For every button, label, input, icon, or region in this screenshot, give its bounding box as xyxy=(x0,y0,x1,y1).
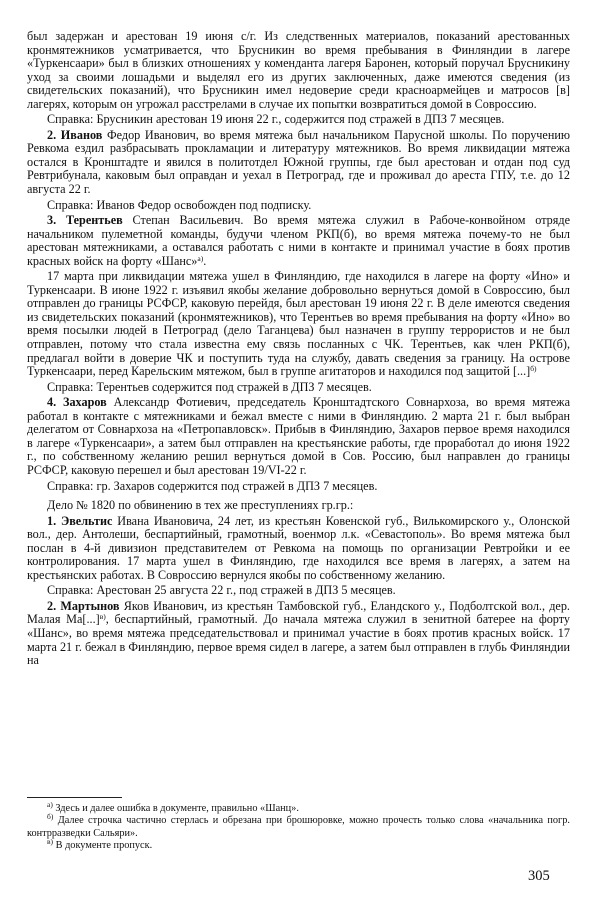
paragraph-11: 1. Эвельтис Ивана Ивановича, 24 лет, из крестьян Ковенской губ., Вилькомирского у., Олонской вол., дер. Антолеши, беспартийный, грамотный, военмор л.к. «Севастополь». Во время мятежа был послан в 4-й дивизион представителем от Ревкома на помощь по организации Ревтройки и ее контролирования. 17 марта ушел в Финляндию, где находился все время в лагерях, а затем на крестьянских работах. В Совросcию вернулся якобы по собственному желанию. xyxy=(27,513,570,582)
paragraph-5: 3. Терентьев Степан Васильевич. Во время мятежа служил в Рабоче-конвойном отряде начальником пулеметной команды, будучи членом РКП(б), во время мятежа почему-то не был арестован мятежниками, а оставался работать с ними в контакте и принимал участие в боях против красных войск на форту «Шанс»$^{а)}$. xyxy=(27,213,570,268)
footnotes xyxy=(27,800,570,852)
footnote-a: $^{а)}$ Здесь и далее ошибка в документе, правильно «Шанц». xyxy=(47,800,299,814)
paragraph-10: Дело № 1820 по обвинению в тех же преступлениях гр.гр.: xyxy=(47,498,354,513)
page-number: 305 xyxy=(528,868,550,884)
paragraph-6: 17 марта при ликвидации мятежа ушел в Финляндию, где находился в лагере на форту «Ино» и Туркенсаари. В июне 1922 г. изъявил якобы желание добровольно вернуться домой в Совросcию, был отправлен до границы РСФСР, каковую перейдя, был арестован 19 июня 22 г. В деле имеются сведения из свидетельских показаний (кронмятежников), что Терентьев во время пребывания на форту «Ино» во время посылки людей в Петроград (дело Таганцева) был назначен в группу террористов и не был отправлен, потому что стала известна ему связь посланных с ЧК. Терентьев, как член РКП(б), предлагал войти в доверие ЧК и поступить туда на службу, давать сведения за границу. На острове Туркенсаари, перед Карельским мятежом, был в группе агитаторов и находился под защитой [...]$^{б)}$ xyxy=(27,269,570,379)
footnote-ref: в) xyxy=(99,612,106,622)
paragraph-12: Справка: Арестован 25 августа 22 г., под стражей в ДПЗ 5 месяцев. xyxy=(47,583,396,598)
footnote-ref: а) xyxy=(197,253,204,263)
paragraph-9: Справка: гр. Захаров содержится под стражей в ДПЗ 7 месяцев. xyxy=(47,478,378,493)
paragraph-1: был задержан и арестован 19 июня с/г. Из следственных материалов, показаний арестованных кронмятежников усматривается, что Брусникин во время пребывания в Финляндии в лагере «Туркенсаари» был в близких отношениях у коменданта лагеря Баронен, который поручал Брусникину уход за своими лошадьми и выделял его из других заключенных, даже имеются сведения (из свидетельских показаний), что Брусникин имел недоверие среди красноармейцев и матросов [в] лагерях, которым он угрожал расстрелами в случае их попытки возвратиться домой в Совросcию. xyxy=(27,29,570,111)
paragraph-2: Справка: Брусникин арестован 19 июня 22 г., содержится под стражей в ДПЗ 7 месяцев. xyxy=(47,112,505,127)
paragraph-3: 2. Иванов Федор Иванович, во время мятежа был начальником Парусной школы. По поручению Ревкома ездил разбрасывать прокламации и литературу мятежников. Во время ликвидации мятежа остался в Кронштадте и явился в политотдел Южной группы, где был арестован и отдан под суд Ревтрибунала, каковым был оправдан и уехал в Петроград, где и проживал до ареста ГПУ, т.е. до 12 августа 22 г. xyxy=(27,127,570,197)
person-name: 4. Захаров xyxy=(47,395,107,410)
paragraph-4: Справка: Иванов Федор освобожден под подписку. xyxy=(47,197,312,212)
person-name: 2. Мартынов xyxy=(47,598,120,613)
body-text xyxy=(27,30,570,668)
footnote-divider xyxy=(27,797,122,798)
footnote-b: $^{б)}$ Далее строчка частично стерлась и обрезана при брошюровке, можно прочесть только слова «начальника погр. контрразведки Сальяри». xyxy=(27,812,570,839)
paragraph-13: 2. Мартынов Яков Иванович, из крестьян Тамбовской губ., Еландского у., Подболтской вол., дер. Малая Ма[...]$^{в)}$, беспартийный, грамотный. До начала мятежа служил в зенитной батерее на форту «Шанс», во время мятежа председательствовал и принимал участие в боях против красных войск. 17 марта 21 г. бежал в Финляндию, первое время сидел в лагере, а затем был отправлен в глубь Финляндии на xyxy=(27,598,570,668)
paragraph-8: 4. Захаров Александр Фотиевич, председатель Кронштадтского Совнархоза, во время мятежа работал в контакте с мятежниками и бежал вместе с ними в Финляндию. 2 марта 21 г. был выбран делегатом от Совнархоза на «Петропавловск». Прибыв в Финляндию, Захаров первое время находился в лагере «Туркенсаари», а затем был отправлен на крестьянские работы, где проработал до июня 1922 г., по собственному желанию решил вернуться домой в Сов. Россию, был направлен до границы РСФСР, каковую перешел и был арестован 19/VI-22 г. xyxy=(27,395,570,477)
footnote-ref: б) xyxy=(530,364,537,374)
person-name: 1. Эвельтис xyxy=(47,513,113,528)
person-name: 3. Терентьев xyxy=(47,213,123,228)
person-name: 2. Иванов xyxy=(47,127,103,142)
paragraph-7: Справка: Терентьев содержится под стражей в ДПЗ 7 месяцев. xyxy=(47,379,372,394)
footnote-c: $^{в)}$ В документе пропуск. xyxy=(47,836,153,851)
